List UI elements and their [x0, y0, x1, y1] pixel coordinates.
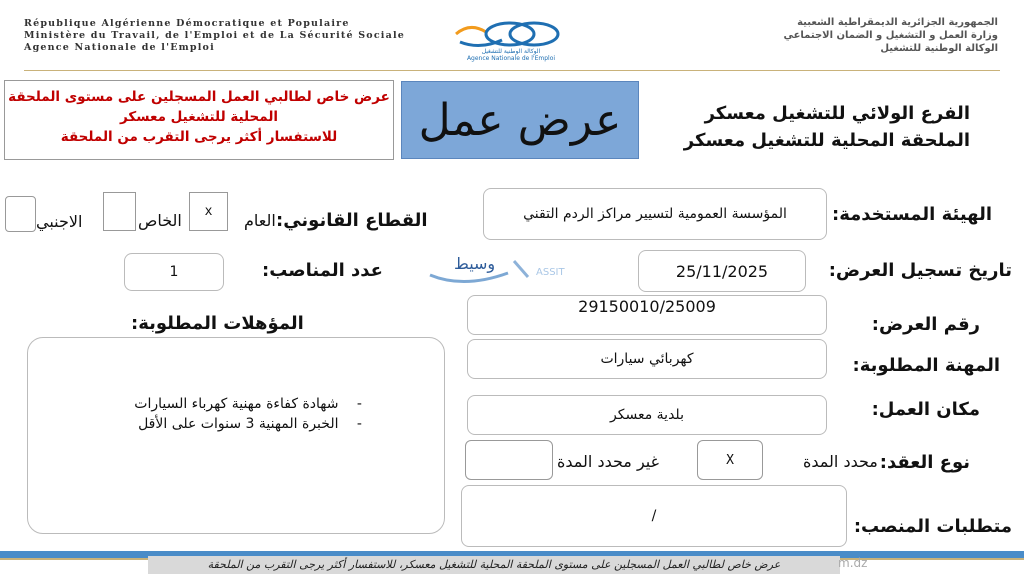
logo-caption-ar: الوكالة الوطنية للتشغيل — [481, 48, 541, 55]
notice-line-2: المحلية للتشغيل معسكر — [119, 109, 279, 125]
header-ar-agency: الوكالة الوطنية للتشغيل — [880, 43, 998, 54]
registration-date-field — [638, 250, 806, 292]
banner-title: عرض عمل — [418, 94, 622, 146]
logo-caption — [450, 48, 572, 62]
header-fr-agency: Agence Nationale de l'Emploi — [24, 42, 215, 53]
employer-label: الهيئة المستخدمة: — [832, 204, 992, 225]
sector-private-checkbox[interactable] — [103, 192, 136, 231]
qualifications-list — [28, 394, 362, 434]
registration-date-value: 25/11/2025 — [675, 261, 769, 281]
job-field — [467, 339, 827, 379]
sector-private-label: الخاص — [138, 211, 182, 230]
qualifications-box — [27, 337, 445, 534]
contract-fixed-checkbox[interactable]: X — [697, 440, 763, 480]
footer-site: m.dz — [838, 556, 868, 570]
offer-number-field — [467, 295, 827, 335]
job-label: المهنة المطلوبة: — [852, 355, 1000, 376]
special-offer-notice — [4, 80, 394, 160]
offer-number-label: رقم العرض: — [871, 314, 980, 335]
watermark-lat-text: ASSIT — [536, 267, 565, 278]
sector-public-label: العام — [244, 211, 276, 230]
header-fr-republic: République Algérienne Démocratique et Populaire — [24, 18, 350, 29]
contract-open-checkbox[interactable] — [465, 440, 553, 480]
employer-value: المؤسسة العمومية لتسيير مراكز الردم التقني — [523, 206, 787, 222]
notice-line-1: عرض خاص لطالبي العمل المسجلين على مستوى الملحقة — [8, 89, 390, 105]
header-arabic — [783, 16, 998, 55]
requirements-field — [461, 485, 847, 547]
positions-value: 1 — [169, 264, 179, 280]
contract-fixed-label: محدد المدة — [803, 452, 878, 471]
notice-line-3: للاستفسار أكثر يرجى التقرب من الملحقة — [60, 129, 338, 145]
branch-line-2: الملحقة المحلية للتشغيل معسكر — [683, 130, 970, 151]
offer-number-value: 29150010/25009 — [578, 297, 716, 316]
sector-public-checkbox[interactable]: x — [189, 192, 228, 231]
sector-label: القطاع القانوني: — [276, 210, 428, 231]
qualifications-label: المؤهلات المطلوبة: — [131, 313, 304, 334]
header-ar-ministry: وزارة العمل و التشغيل و الضمان الاجتماعي — [783, 30, 998, 41]
job-value: كهربائي سيارات — [600, 351, 694, 367]
registration-date-label: تاريخ تسجيل العرض: — [828, 260, 1012, 281]
branch-info — [684, 100, 970, 154]
watermark-ar-text: وسيط — [454, 255, 496, 273]
qualification-item: - شهادة كفاءة مهنية كهرباء السيارات — [28, 394, 362, 414]
employer-field — [483, 188, 827, 240]
contract-open-label: غير محدد المدة — [557, 452, 659, 471]
workplace-field — [467, 395, 827, 435]
qualification-item: - الخبرة المهنية 3 سنوات على الأقل — [28, 414, 362, 434]
workplace-value: بلدية معسكر — [610, 407, 684, 423]
positions-label: عدد المناصب: — [262, 260, 383, 281]
footer-ticker: عرض خاص لطالبي العمل المسجلين على مستوى الملحقة المحلية للتشغيل معسكر، للاستفسار أكثر يرجى التقرب من الملحقة — [148, 556, 840, 574]
requirements-label: متطلبات المنصب: — [853, 516, 1012, 537]
sector-foreign-checkbox[interactable] — [5, 196, 36, 232]
positions-field — [124, 253, 224, 291]
job-offer-banner — [401, 81, 639, 159]
sector-foreign-label: الاجنبي — [36, 212, 83, 231]
contract-type-label: نوع العقد: — [879, 452, 970, 473]
header-french — [24, 18, 405, 54]
branch-line-1: الفرع الولائي للتشغيل معسكر — [704, 103, 970, 124]
wassit-watermark-logo — [424, 255, 594, 289]
header-ar-republic: الجمهورية الجزائرية الديمقراطية الشعبية — [797, 17, 998, 28]
header-fr-ministry: Ministère du Travail, de l'Emploi et de La Sécurité Sociale — [24, 30, 406, 41]
requirements-value: / — [651, 508, 657, 524]
workplace-label: مكان العمل: — [871, 399, 980, 420]
header-divider — [24, 70, 1000, 71]
logo-caption-fr: Agence Nationale de l'Emploi — [466, 55, 556, 62]
